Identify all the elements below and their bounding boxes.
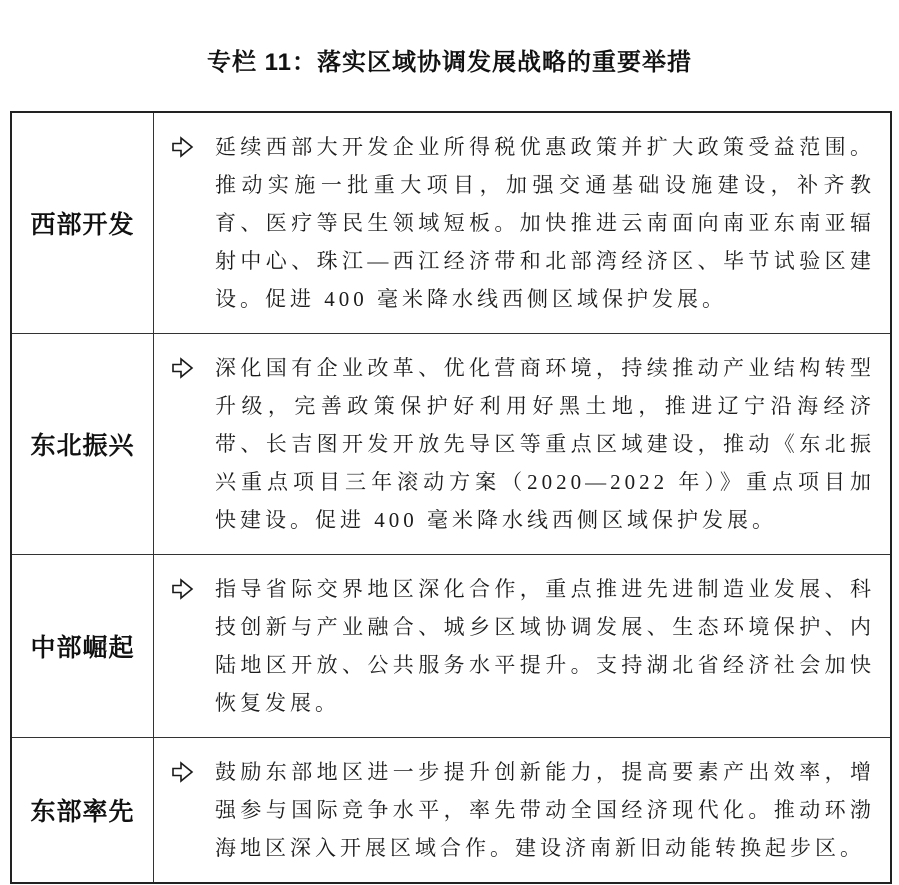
row-content-cell (154, 738, 891, 882)
row-content-cell (154, 555, 891, 737)
arrow-right-bullet-icon (171, 136, 194, 158)
page-title: 专栏 11：落实区域协调发展战略的重要举措 (206, 49, 693, 76)
arrow-right-bullet-icon (171, 357, 194, 379)
table-row-east-lead (12, 738, 890, 882)
row-content-text: 延续西部大开发企业所得税优惠政策并扩大政策受益范围。推动实施一批重大项目，加强交通基础设施建设，补齐教育、医疗等民生领域短板。加快推进云南面向南亚东南亚辐射中心、珠江—西江经济带和北部湾经济区、毕节试验区建设。促进 400 毫米降水线西侧区域保护发展。 (215, 135, 875, 311)
region-label: 中部崛起 (12, 555, 154, 737)
row-content-text: 深化国有企业改革、优化营商环境，持续推动产业结构转型升级，完善政策保护好利用好黑土地，推进辽宁沿海经济带、长吉图开发开放先导区等重点区域建设，推动《东北振兴重点项目三年滚动方案（2020—2022 年）》重点项目加快建设。促进 400 毫米降水线西侧区域保护发展。 (215, 356, 875, 532)
region-label: 东北振兴 (12, 334, 154, 554)
table-row-central-rise (12, 555, 890, 738)
row-content-text: 指导省际交界地区深化合作，重点推进先进制造业发展、科技创新与产业融合、城乡区域协调发展、生态环境保护、内陆地区开放、公共服务水平提升。支持湖北省经济社会加快恢复发展。 (215, 577, 875, 715)
measures-table (10, 111, 892, 884)
document-page (0, 42, 899, 885)
row-content-cell (154, 334, 891, 554)
region-label: 西部开发 (12, 113, 154, 333)
arrow-right-bullet-icon (171, 578, 194, 600)
arrow-right-bullet-icon (171, 761, 194, 783)
row-content-cell (154, 113, 891, 333)
row-content-text: 鼓励东部地区进一步提升创新能力，提高要素产出效率，增强参与国际竞争水平，率先带动全国经济现代化。推动环渤海地区深入开展区域合作。建设济南新旧动能转换起步区。 (215, 760, 875, 860)
region-label: 东部率先 (12, 738, 154, 882)
table-row-west-development (12, 113, 890, 334)
table-row-northeast-revitalization (12, 334, 890, 555)
